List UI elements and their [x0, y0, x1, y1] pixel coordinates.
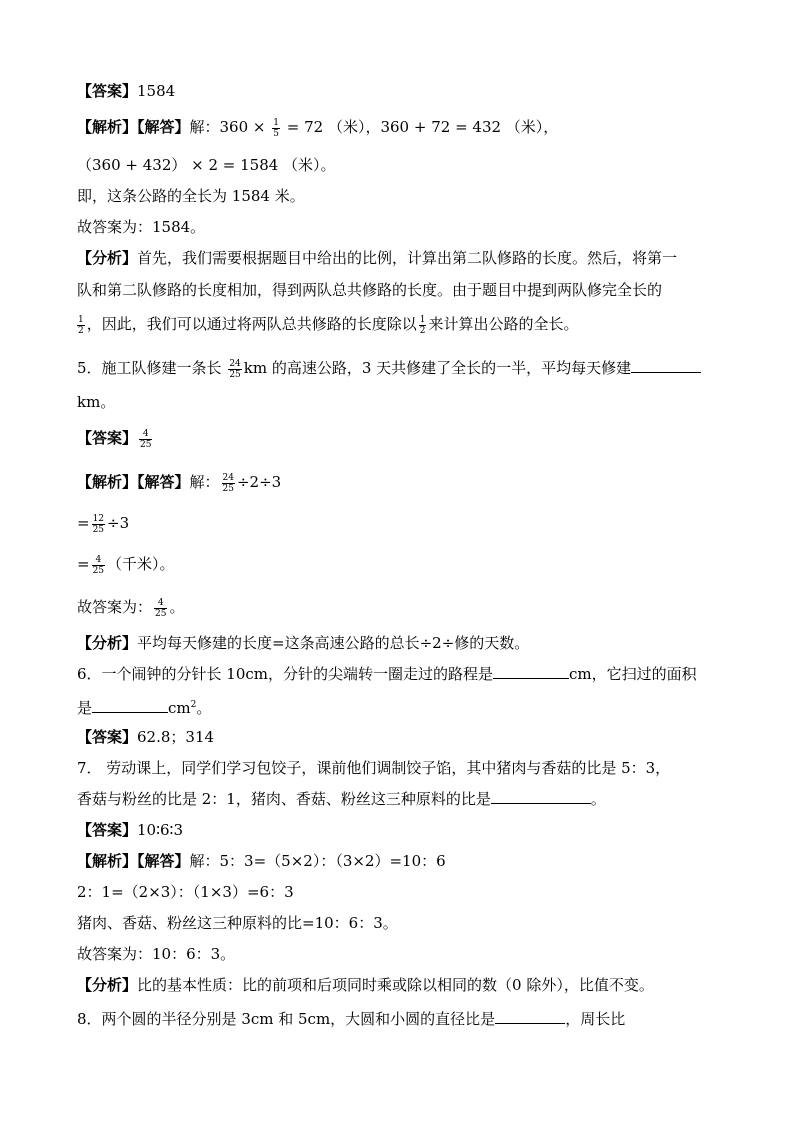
answer-blank [631, 358, 701, 373]
q4-analysis-line-3 [77, 314, 734, 336]
q5-question-line-1 [77, 358, 734, 380]
analysis-tag: 【解析】【解答】 [77, 118, 190, 136]
solution-text: 解：360 × [189, 118, 266, 136]
q7-solution-line-2: 2：1=（2×3）：（1×3）=6：3 [77, 883, 294, 901]
fraction: $\frac{4}{25}$ [140, 428, 152, 450]
answer-blank [495, 1009, 565, 1024]
fraction: $\frac{4}{25}$ [92, 554, 105, 576]
solution-text: 解：5：3=（5×2）：（3×2）=10：6 [189, 852, 446, 870]
analysis-text: 比的基本性质：比的前项和后项同时乘或除以相同的数（0 除外），比值不变。 [137, 976, 654, 994]
q7-final-answer: 故答案为：10：6：3。 [77, 945, 236, 963]
q4-solution-line-1 [77, 117, 734, 139]
q5-solution-line-1 [77, 472, 734, 494]
fraction: $\frac{1}{5}$ [273, 117, 279, 139]
q5-answer-line [77, 428, 734, 450]
q6-answer-line [77, 727, 734, 747]
q8-question-line-1 [77, 1009, 734, 1029]
fraction: $\frac{12}{25}$ [92, 513, 105, 535]
answer-tag: 【答案】 [77, 728, 138, 746]
analysis-text: 来计算出公路的全长。 [428, 315, 579, 333]
q5-solution-line-2: = $\frac{12}{25}$ ÷3 [77, 513, 130, 535]
q7-analysis-line [77, 975, 734, 995]
q4-analysis-line-2: 队和第二队修路的长度相加，得到两队总共修路的长度。由于题目中提到两队修完全长的 [77, 281, 663, 299]
fraction: $\frac{1}{2}$ [419, 314, 426, 336]
question-text: cm，它扫过的面积 [569, 665, 697, 683]
q6-question-line-2: 是 $cm^2$。 [77, 699, 212, 717]
analysis-text: ，因此，我们可以通过将两队总共修路的长度除以 [86, 315, 417, 333]
fraction: $\frac{24}{25}$ [229, 358, 241, 380]
q7-solution-line-1 [77, 851, 734, 871]
analysis-tag: 【解析】【解答】 [77, 473, 190, 491]
fraction: $\frac{24}{25}$ [222, 472, 234, 494]
solution-text: 解： [189, 473, 220, 491]
fenxi-tag: 【分析】 [77, 249, 138, 267]
answer-value: 62.8；314 [137, 728, 215, 746]
q4-analysis-line-1 [77, 248, 734, 268]
solution-text: = 72 （米），360 + 72 = 432 （米）， [286, 118, 559, 136]
analysis-tag: 【解析】【解答】 [77, 852, 190, 870]
question-text: 6．一个闹钟的分针长 10cm，分针的尖端转一圈走过的路程是 [77, 665, 494, 683]
q5-question-line-2: km。 [77, 393, 116, 411]
answer-value: 1584 [137, 82, 176, 100]
question-text: 香菇与粉丝的比是 2：1，猪肉、香菇、粉丝这三种原料的比是 [77, 790, 491, 808]
q6-question-line-1 [77, 664, 734, 684]
question-text: 5．施工队修建一条长 [77, 359, 222, 377]
answer-tag: 【答案】 [77, 82, 138, 100]
fenxi-tag: 【分析】 [77, 976, 138, 994]
question-text: ，周长比 [565, 1010, 626, 1028]
q4-final-answer: 故答案为：1584。 [77, 218, 206, 236]
answer-blank [92, 698, 168, 713]
solution-text: ÷2÷3 [236, 473, 282, 491]
q4-solution-line-3: 即，这条公路的全长为 1584 米。 [77, 187, 305, 205]
q5-solution-line-3: = $\frac{4}{25}$ （千米）。 [77, 554, 175, 576]
analysis-text: 平均每天修建的长度=这条高速公路的总长÷2÷修的天数。 [137, 634, 530, 652]
q4-answer-line [77, 81, 734, 101]
answer-value: 10∶6∶3 [137, 821, 183, 839]
analysis-text: 首先，我们需要根据题目中给出的比例，计算出第二队修路的长度。然后，将第一 [137, 249, 678, 267]
q7-answer-line [77, 820, 734, 840]
answer-blank [493, 664, 569, 679]
q7-question-line-2: 香菇与粉丝的比是 2：1，猪肉、香菇、粉丝这三种原料的比是 。 [77, 790, 606, 808]
answer-tag: 【答案】 [77, 821, 138, 839]
question-text: km 的高速公路，3 天共修建了全长的一半，平均每天修建 [243, 359, 632, 377]
q7-solution-line-3: 猪肉、香菇、粉丝这三种原料的比=10：6：3。 [77, 914, 398, 932]
q5-final-answer: 故答案为： $\frac{4}{25}$ 。 [77, 597, 185, 619]
fenxi-tag: 【分析】 [77, 634, 138, 652]
fraction: $\frac{1}{2}$ [78, 314, 84, 336]
q7-question-line-1: 7． 劳动课上，同学们学习包饺子，课前他们调制饺子馅，其中猪肉与香菇的比是 5：3， [77, 759, 671, 777]
fraction: $\frac{4}{25}$ [155, 597, 167, 619]
question-text: 8．两个圆的半径分别是 3cm 和 5cm，大圆和小圆的直径比是 [77, 1010, 496, 1028]
answer-blank [491, 789, 591, 804]
q5-analysis-line [77, 633, 734, 653]
answer-tag: 【答案】 [77, 429, 138, 447]
q4-solution-line-2: （360 + 432） × 2 = 1584 （米）。 [77, 156, 336, 174]
